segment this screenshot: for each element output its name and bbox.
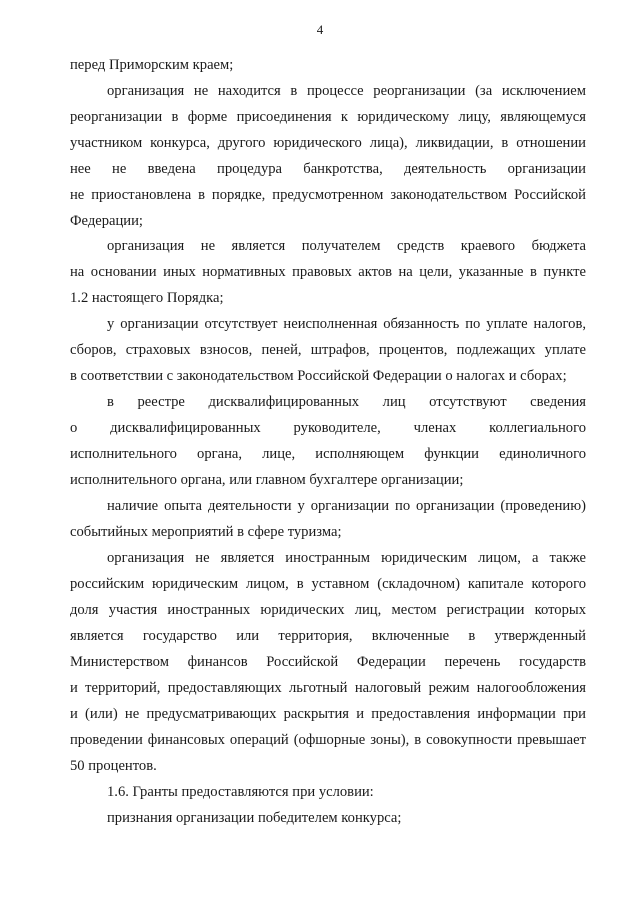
paragraph-line: российским юридическим лицом, в уставном (складочном) капитале которого bbox=[70, 576, 586, 592]
paragraph-line: признания организации победителем конкурса; bbox=[107, 810, 402, 826]
paragraph-line: наличие опыта деятельности у организации по организации (проведению) bbox=[107, 498, 586, 514]
section-heading: 1.6. Гранты предоставляются при условии: bbox=[107, 784, 374, 800]
paragraph-line: проведении финансовых операций (офшорные зоны), в совокупности превышает bbox=[70, 732, 586, 748]
paragraph-line: Федерации; bbox=[70, 213, 143, 229]
paragraph-line: сборов, страховых взносов, пеней, штрафов, процентов, подлежащих уплате bbox=[70, 342, 586, 358]
paragraph-line: у организации отсутствует неисполненная обязанность по уплате налогов, bbox=[107, 316, 586, 332]
paragraph-line: и территорий, предоставляющих льготный налоговый режим налогообложения bbox=[70, 680, 586, 696]
paragraph-line: не приостановлена в порядке, предусмотренном законодательством Российской bbox=[70, 187, 586, 203]
paragraph-line: является государство или территория, включенные в утвержденный bbox=[70, 628, 586, 644]
page-number: 4 bbox=[316, 22, 324, 37]
paragraph-line: в соответствии с законодательством Российской Федерации о налогах и сборах; bbox=[70, 368, 567, 384]
paragraph-line: и (или) не предусматривающих раскрытия и предоставления информации при bbox=[70, 706, 586, 722]
paragraph-line: о дисквалифицированных руководителе, членах коллегиального bbox=[70, 420, 586, 436]
paragraph-line: в реестре дисквалифицированных лиц отсутствуют сведения bbox=[107, 394, 586, 410]
paragraph-line: 1.2 настоящего Порядка; bbox=[70, 290, 224, 306]
paragraph-line: перед Приморским краем; bbox=[70, 57, 234, 73]
paragraph-line: событийных мероприятий в сфере туризма; bbox=[70, 524, 342, 540]
paragraph-line: 50 процентов. bbox=[70, 758, 157, 774]
paragraph-line: организация не является получателем средств краевого бюджета bbox=[107, 238, 586, 254]
paragraph-line: организация не находится в процессе реорганизации (за исключением bbox=[107, 83, 586, 99]
paragraph-line: Министерством финансов Российской Федерации перечень государств bbox=[70, 654, 586, 670]
paragraph-line: организация не является иностранным юридическим лицом, а также bbox=[107, 550, 586, 566]
paragraph-line: участником конкурса, другого юридического лица), ликвидации, в отношении bbox=[70, 135, 586, 151]
paragraph-line: нее не введена процедура банкротства, деятельность организации bbox=[70, 161, 586, 177]
paragraph-line: доля участия иностранных юридических лиц, местом регистрации которых bbox=[70, 602, 586, 618]
paragraph-line: исполнительного органа, или главном бухгалтере организации; bbox=[70, 472, 464, 488]
paragraph-line: на основании иных нормативных правовых актов на цели, указанные в пункте bbox=[70, 264, 586, 280]
paragraph-line: исполнительного органа, лице, исполняющем функции единоличного bbox=[70, 446, 586, 462]
paragraph-line: реорганизации в форме присоединения к юридическому лицу, являющемуся bbox=[70, 109, 586, 125]
